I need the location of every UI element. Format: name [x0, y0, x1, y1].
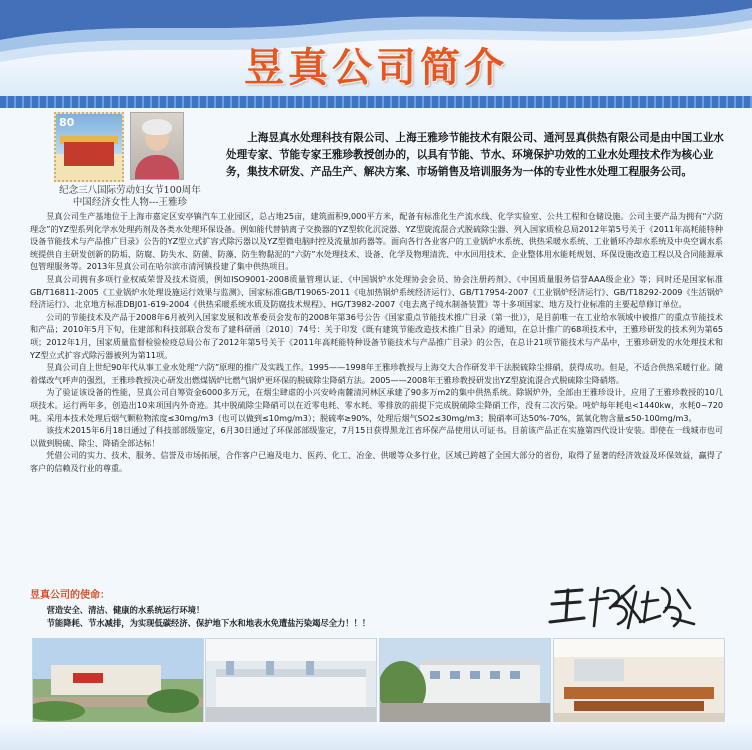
paragraph-production-base: 昱真公司生产基地位于上海市嘉定区安亭镇汽车工业园区，总占地25亩，建筑面积9,000平方米，配备有标准化生产流水线、化学实验室、公共工程和仓储设施。公司主要产品为拥有“六防理念”的YZ型系列化学水处理药剂及各类水处理环保设备。例如能代替钠离子交换器的YZ型软化沉淀器、YZ型旋流混合式脱硫除尘器、列入国家质检总局2012年第5号关于《2011年高耗能特种设备节能技术与产品推广目录》公告的YZ型立式扩容式除污器以及YZ型微电脑时控及流量加药器等。面向各行各业客户的工业锅炉水系统、供热采暖水系统、工业循环冷却水系统及中央空调水系统提供自主研发创新的防垢、防腐、防失水、防菌、防藻、防生物黏泥的“六防”水处理技术、设备、化学及物理清洗、中水回用技术、企业整体用水能耗规划、环保设施改造工程以及合同能源承包管理服务等。2013年昱真公司在哈尔滨市清河镇投建了集中供热项目。 — [30, 211, 723, 272]
caption-line-1: 纪念三八国际劳动妇女节100周年 — [59, 185, 201, 196]
commemorative-stamp — [54, 112, 124, 182]
founder-signature — [548, 578, 698, 634]
founder-portrait — [130, 112, 184, 180]
mission-line-1: 营造安全、清洁、健康的水系统运行环境！ — [46, 605, 205, 615]
photo-meeting-room — [553, 638, 725, 726]
header-stripe — [0, 96, 752, 108]
mission-line-2: 节能降耗、节水减排，为实现低碳经济、保护地下水和地表水免遭盐污染竭尽全力！！！ — [46, 618, 371, 628]
intro-paragraph: 上海昱真水处理科技有限公司、上海王雅珍节能技术有限公司、通河昱真供热有限公司是由中国工业水处理专家、节能专家王雅珍教授创办的，以具有节能、节水、环境保护功效的工业水处理技术作为核心业务，集技术研发、产品生产、解决方案、市场销售及培训服务为一体的专业性水处理工程服务公司。 — [226, 132, 724, 178]
page-title: 昱真公司简介 — [244, 45, 508, 91]
photo-factory-exterior — [32, 638, 204, 726]
paragraph-appraisal: 该技术2015年6月18日通过了科技部部级鉴定，6月30日通过了环保部部级鉴定，7月15日获得黑龙江省环保产品使用认可证书。目前该产品正在实施第四代设计安装。即使在一线城市也可以做到脱硫、除尘、降硝全部达标！ — [30, 425, 723, 448]
mission-heading: 昱真公司的使命： — [30, 590, 110, 601]
caption-line-2: 中国经济女性人物---王雅珍 — [72, 197, 188, 208]
header-banner — [0, 0, 752, 105]
photo-caption — [30, 185, 230, 209]
photo-plant-buildings — [379, 638, 551, 726]
paragraph-technology-listing: 公司的节能技术及产品于2008年6月被列入国家发展和改革委员会发布的2008年第36号公告《国家重点节能技术推广目录（第一批）》，是目前唯一在工业给水领域中被推广的重点节能技术和产品；2010年5月下旬，住建部和科技部联合发布了建科研函〔2010〕74号：关于印发《既有建筑节能改造技术推广目录》的通知，在总计推广的68项技术中，王雅珍研发的技术列为第65项；2012年1月，国家质量监督检验检疫总局公布了2012年第5号关于《2011年高耗能特种设备节能技术与产品推广目录》的公告，在总计21项节能技术与产品中，王雅珍研发的水处理技术和YZ型立式扩容式除污器被列为第11项。 — [30, 311, 723, 360]
paragraph-reputation: 凭借公司的实力、技术、服务、信誉及市场拓展，合作客户已遍及电力、医药、化工、冶金、供暖等众多行业，区域已跨越了全国大部分的省份，取得了显著的经济效益及环保效益，赢得了客户的信赖及行业的尊重。 — [30, 450, 723, 473]
mission-section — [30, 586, 490, 630]
paragraph-verification: 为了验证该设备的性能，昱真公司自筹资金6000多万元，在烟尘肆虐的小兴安岭南麓清河林区承建了90多万m2的集中供热系统。除锅炉外，全部由王雅珍设计，应用了王雅珍教授的10几项技术。运行两年多，创造出10来项国内外奇迹。其中脱硫除尘降硝可以在近零电耗、零水耗、零排放的前提下完成脱硫除尘降硝工作，没有二次污染。吨炉每年耗电<1440kw，水耗0~720吨。采用本技术处理后烟气颗粒物浓度≤30mg/m3（也可以做到≤10mg/m3）；脱硫率≥90%，处理后烟气SO2≤30mg/m3；脱硝率可达50%-70%，氮氧化物含量≤50-100mg/m3。 — [30, 387, 723, 423]
bottom-band — [0, 722, 752, 750]
body-text — [30, 210, 723, 474]
paragraph-research-history: 昱真公司自上世纪90年代从事工业水处理“六防”原理的推广及实践工作。1995——1998年王雅珍教授与上海交大合作研发半干法脱硫除尘排硝，获得成功。但是，不适合供热采暖行业。随着煤改气呼声的强烈，王雅珍教授决心研发出燃煤锅炉比燃气锅炉更环保的脱硫除尘降硝方法。2005——2008年王雅珍教授研发出YZ型旋流混合式脱硫除尘降硝塔。 — [30, 362, 723, 385]
paragraph-honors: 昱真公司拥有多项行业权威荣誉及技术资质，例如ISO9001-2008质量管理认证、《中国锅炉水处理协会会员、协会注册药剂》、《中国质量服务信誉AAA级企业》等；同时还是国家标准GB/T16811-2005《工业锅炉水处理设施运行效果与监测》、国家标准GB/T19065-2011《电加热锅炉系统经济运行》、GB/T17954-2007《工业锅炉经济运行》、GB/T18292-2009《生活锅炉经济运行》、北京地方标准DBJ01-619-2004《供热采暖系统水质及防腐技术规程》、HG/T3982-2007《电去离子纯水制备装置》等十多项国家、地方及行业标准的主要起草修订单位。 — [30, 273, 723, 310]
photo-laboratory — [205, 638, 377, 726]
stamp-value: 80 — [59, 116, 75, 129]
